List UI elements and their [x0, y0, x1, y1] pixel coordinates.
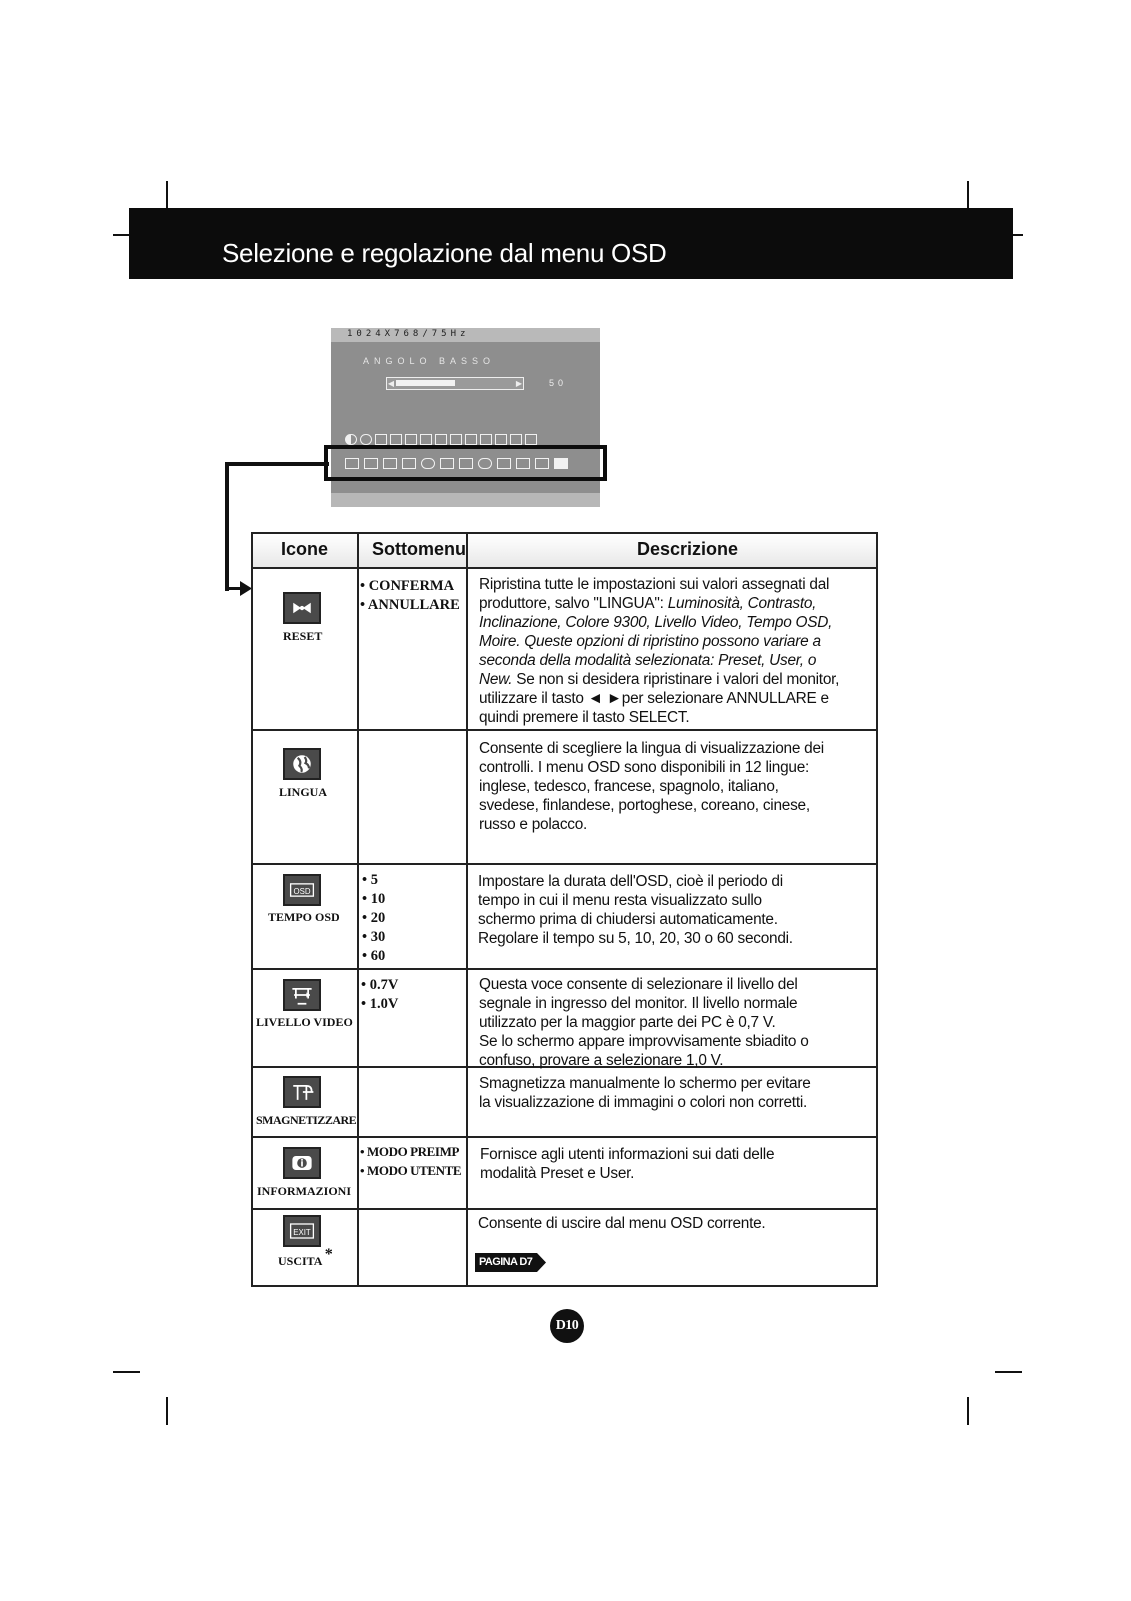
- row-divider: [253, 968, 876, 970]
- bottom-corner-icon: [345, 458, 359, 469]
- crop-mark: [1012, 234, 1023, 236]
- osd-slider-fill: [396, 380, 455, 386]
- rotation-icon: [421, 458, 435, 469]
- input-icon: [440, 458, 454, 469]
- vertical-position-icon: [405, 434, 417, 445]
- description-text: Questa voce consente di selezionare il livello del: [479, 976, 798, 993]
- osd-status-bar: [331, 328, 600, 342]
- description-text: New.: [479, 671, 513, 688]
- language-globe-icon: [478, 458, 492, 469]
- description-line: [479, 815, 824, 834]
- osd-bottom-strip: [331, 493, 600, 507]
- crop-mark: [113, 1371, 140, 1373]
- language-globe-icon: [283, 748, 321, 780]
- submenu-information: [360, 1142, 461, 1180]
- brightness-icon: [360, 434, 372, 445]
- crop-mark: [166, 1397, 168, 1425]
- description-line: [479, 1074, 811, 1093]
- pincushion-icon: [450, 434, 462, 445]
- description-text: modalità Preset e User.: [480, 1165, 635, 1182]
- submenu-osd-time: [362, 871, 385, 966]
- parallelogram-icon: [480, 434, 492, 445]
- osd-icon-row-top: [345, 434, 595, 445]
- icon-label-exit-text: USCITA: [278, 1254, 322, 1268]
- connector-line: [225, 462, 229, 591]
- description-text: Fornisce agli utenti informazioni sui dati delle: [480, 1146, 775, 1163]
- description-degauss: [479, 1074, 811, 1112]
- description-text: tempo in cui il menu resta visualizzato sullo: [478, 892, 762, 909]
- osd-slider: [386, 377, 524, 390]
- header-icons: Icone: [281, 539, 329, 559]
- icon-label-reset: RESET: [283, 629, 323, 643]
- description-line: [478, 1214, 765, 1233]
- description-line: [479, 689, 839, 708]
- svg-text:EXIT: EXIT: [293, 1227, 311, 1237]
- description-line: [479, 1032, 809, 1051]
- asterisk-mark: *: [324, 1246, 333, 1263]
- table-header: [253, 534, 876, 569]
- description-line: [479, 739, 824, 758]
- reset-icon: [283, 592, 321, 624]
- osd-item-label: ANGOLO BASSO: [363, 356, 496, 366]
- icon-label-video-level: LIVELLO VIDEO: [256, 1015, 353, 1029]
- tilt-icon: [435, 434, 447, 445]
- horizontal-size-icon: [390, 434, 402, 445]
- osd-resolution: 1024X768/75Hz: [347, 329, 470, 339]
- description-text: Consente di scegliere la lingua di visualizzazione dei: [479, 740, 824, 757]
- icon-label-language: LINGUA: [279, 785, 328, 799]
- exit-icon: [283, 1215, 321, 1247]
- description-line: [478, 910, 793, 929]
- description-text: Se non si desidera ripristinare i valori del monitor,: [512, 671, 840, 688]
- icon-label-information: INFORMAZIONI: [257, 1184, 352, 1198]
- submenu-option: • 30: [362, 929, 386, 945]
- description-text: Smagnetizza manualmente lo schermo per evitare: [479, 1075, 811, 1092]
- description-line: [479, 613, 839, 632]
- description-line: [479, 1013, 809, 1032]
- description-information: [480, 1145, 774, 1183]
- description-text: utilizzato per la maggior parte dei PC è 0,7 V.: [479, 1014, 776, 1031]
- submenu-option: • CONFERMA: [360, 578, 455, 594]
- crop-mark: [967, 181, 969, 209]
- description-line: [479, 796, 824, 815]
- side-pincushion-icon: [364, 458, 378, 469]
- submenu-option: • 5: [362, 872, 378, 888]
- osd-menu-table: [251, 532, 878, 1287]
- icon-label-degauss: SMAGNETIZZARE: [256, 1113, 357, 1127]
- description-text: Luminosità, Contrasto,: [667, 595, 817, 612]
- description-line: [478, 872, 793, 891]
- description-text: quindi premere il tasto SELECT.: [479, 709, 690, 726]
- description-line: [479, 777, 824, 796]
- degauss-icon: [535, 458, 549, 469]
- osd-screen-image: [331, 328, 600, 507]
- pinbalance-icon: [495, 434, 507, 445]
- submenu-option: • 10: [362, 891, 386, 907]
- description-line: [479, 670, 839, 689]
- description-line: [478, 929, 793, 948]
- bottom-corner-icon: [525, 434, 537, 445]
- badge-label: PAGINA D7: [479, 1256, 533, 1268]
- vertical-size-icon: [420, 434, 432, 445]
- submenu-reset: [360, 577, 460, 615]
- description-exit: [478, 1214, 765, 1233]
- submenu-option: • ANNULLARE: [360, 597, 460, 613]
- description-text: confuso, provare a selezionare 1,0 V.: [479, 1052, 724, 1069]
- description-reset: [479, 575, 839, 727]
- submenu-option: • MODO PREIMP: [360, 1144, 460, 1159]
- description-text: segnale in ingresso del monitor. Il livello normale: [479, 995, 798, 1012]
- description-line: [479, 632, 839, 651]
- description-language: [479, 739, 824, 834]
- description-line: [479, 994, 809, 1013]
- description-text: Moire. Queste opzioni di ripristino possono variare a: [479, 633, 821, 650]
- crop-mark: [166, 181, 168, 209]
- description-line: [478, 891, 793, 910]
- icon-label-osd-time: TEMPO OSD: [268, 910, 340, 924]
- description-text: seconda della modalità selezionata: Preset, User, o: [479, 652, 817, 669]
- description-text: Impostare la durata dell'OSD, cioè il periodo di: [478, 873, 783, 890]
- row-divider: [253, 1208, 876, 1210]
- row-divider: [253, 1136, 876, 1138]
- description-text: schermo prima di chiudersi automaticamente.: [478, 911, 778, 928]
- video-level-icon: [283, 979, 321, 1011]
- information-icon: [283, 1147, 321, 1179]
- description-text: utilizzare il tasto ◄ ►per selezionare ANNULLARE e: [479, 690, 829, 707]
- description-text: russo e polacco.: [479, 816, 588, 833]
- description-text: la visualizzazione di immagini o colori non corretti.: [479, 1094, 808, 1111]
- osd-right-arrow-icon: ▶: [515, 379, 523, 388]
- description-line: [479, 708, 839, 727]
- horizontal-position-icon: [375, 434, 387, 445]
- description-line: [479, 975, 809, 994]
- osd-icon-row-bottom: [345, 458, 595, 469]
- description-text: Inclinazione, Colore 9300, Livello Video, Tempo OSD,: [479, 614, 833, 631]
- crop-mark: [113, 234, 130, 236]
- submenu-option: • 20: [362, 910, 386, 926]
- crop-mark: [967, 1397, 969, 1425]
- header-description: Descrizione: [637, 539, 739, 559]
- description-line: [479, 575, 839, 594]
- description-osd-time: [478, 872, 793, 948]
- title-banner: [129, 208, 1013, 279]
- osd-time-icon: [497, 458, 511, 469]
- description-text: Se lo schermo appare improvvisamente sbiadito o: [479, 1033, 809, 1050]
- color-icon: [402, 458, 416, 469]
- description-line: [480, 1145, 774, 1164]
- information-icon: [554, 458, 568, 469]
- brightness-contrast-icon: [345, 434, 357, 445]
- column-divider: [357, 534, 359, 1285]
- description-line: [479, 651, 839, 670]
- video-level-icon: [516, 458, 530, 469]
- submenu-video-level: [361, 976, 398, 1014]
- description-text: Ripristina tutte le impostazioni sui valori assegnati dal: [479, 576, 830, 593]
- row-divider: [253, 729, 876, 731]
- trapezoid-icon: [465, 434, 477, 445]
- page-number: D10: [550, 1309, 584, 1343]
- osd-time-icon: [283, 874, 321, 906]
- description-text: Regolare il tempo su 5, 10, 20, 30 o 60 secondi.: [478, 930, 793, 947]
- submenu-option: • 60: [362, 948, 386, 964]
- svg-text:OSD: OSD: [293, 886, 311, 896]
- header-submenu: Sottomenu: [372, 539, 466, 559]
- description-video-level: [479, 975, 809, 1070]
- column-divider: [466, 534, 468, 1285]
- description-text: produttore, salvo "LINGUA":: [479, 595, 668, 612]
- description-line: [479, 1051, 809, 1070]
- top-corner-icon: [510, 434, 522, 445]
- degauss-icon: [283, 1076, 321, 1108]
- crop-mark: [995, 1371, 1022, 1373]
- submenu-option: • 1.0V: [361, 996, 399, 1012]
- icon-label-exit: [278, 1246, 333, 1270]
- description-text: inglese, tedesco, francese, spagnolo, italiano,: [479, 778, 779, 795]
- description-line: [479, 1093, 811, 1112]
- submenu-option: • 0.7V: [361, 977, 399, 993]
- osd-left-arrow-icon: ◀: [387, 379, 395, 388]
- description-line: [479, 594, 839, 613]
- description-line: [480, 1164, 774, 1183]
- row-divider: [253, 863, 876, 865]
- moire-icon: [383, 458, 397, 469]
- connector-line: [225, 462, 329, 466]
- description-text: controlli. I menu OSD sono disponibili in 12 lingue:: [479, 759, 810, 776]
- description-text: Consente di uscire dal menu OSD corrente.: [478, 1215, 766, 1232]
- page-title: Selezione e regolazione dal menu OSD: [222, 238, 667, 268]
- description-text: svedese, finlandese, portoghese, coreano, cinese,: [479, 797, 810, 814]
- submenu-option: • MODO UTENTE: [360, 1163, 462, 1178]
- reset-icon: [459, 458, 473, 469]
- description-line: [479, 758, 824, 777]
- osd-value: 50: [549, 378, 568, 388]
